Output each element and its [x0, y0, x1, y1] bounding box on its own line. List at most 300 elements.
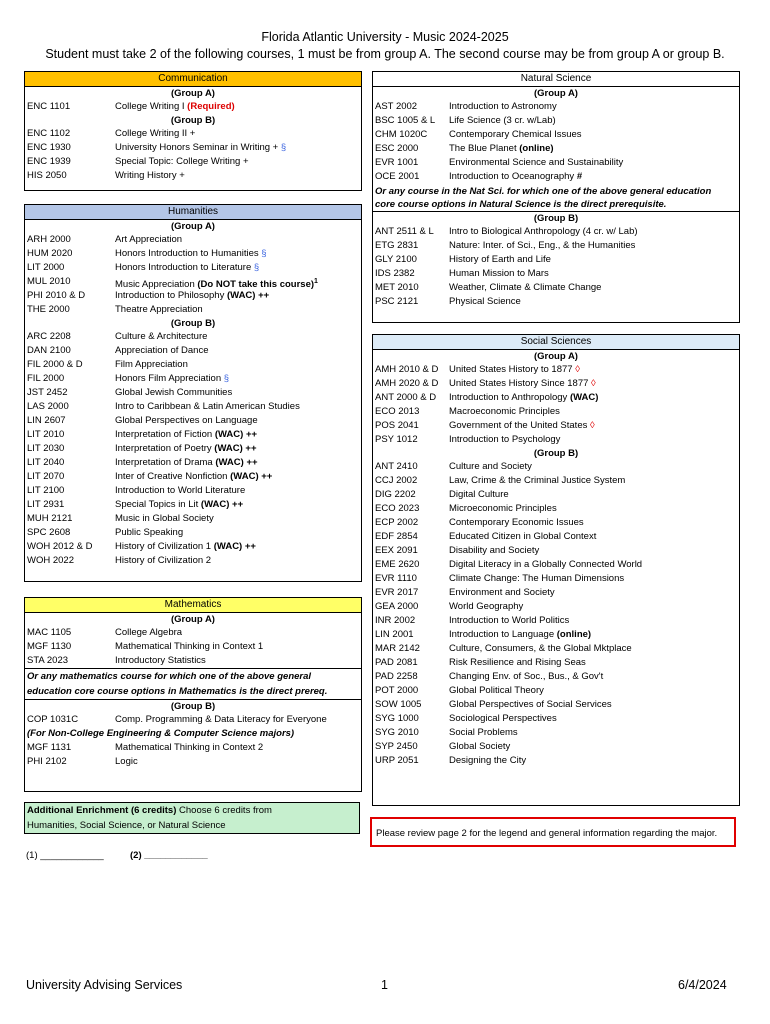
course-title	[449, 628, 591, 642]
course-code: OCE 2001	[375, 171, 420, 182]
course-name: History of Civilization 1	[115, 541, 212, 552]
course-name: Introduction to World Literature	[115, 485, 246, 496]
course-row	[25, 484, 361, 498]
course-code: AST 2002	[375, 101, 418, 112]
course-row	[25, 512, 361, 526]
enrichment-blank-2[interactable]: (2) ____________	[130, 850, 208, 861]
course-title	[449, 295, 521, 309]
course-code: PAD 2081	[375, 657, 418, 668]
course-title	[115, 428, 257, 442]
course-code: LAS 2000	[27, 401, 69, 412]
course-row	[373, 712, 739, 726]
course-title	[115, 155, 249, 169]
course-title	[449, 642, 632, 656]
course-code: ENC 1101	[27, 101, 71, 112]
course-row	[25, 640, 361, 654]
course-title	[115, 169, 185, 183]
course-title	[449, 239, 635, 253]
social-sciences-group-a: (Group A)	[534, 351, 578, 362]
course-title	[449, 281, 601, 295]
mathematics-note-1: Or any mathematics course for which one of the above general	[25, 668, 361, 684]
course-name: Global Society	[449, 741, 511, 752]
course-title	[449, 698, 612, 712]
course-row	[25, 169, 361, 183]
course-code: ANT 2000 & D	[375, 392, 437, 403]
mathematics-note-2: education core course options in Mathematics is the direct prereq.	[25, 684, 361, 700]
course-name: Culture & Architecture	[115, 331, 208, 342]
course-title	[449, 405, 560, 419]
course-name: Culture, Consumers, & the Global Mktplace	[449, 643, 632, 654]
communication-section	[24, 71, 362, 191]
communication-group-b: (Group B)	[170, 115, 216, 126]
course-code: MAC 1105	[27, 627, 72, 638]
course-title	[115, 626, 182, 640]
course-code: ECO 2023	[375, 503, 420, 514]
course-flag: (WAC) ++	[230, 471, 273, 482]
course-title	[115, 498, 243, 512]
course-name: History of Earth and Life	[449, 254, 551, 265]
course-row	[373, 253, 739, 267]
course-name: Art Appreciation	[115, 234, 183, 245]
course-code: THE 2000	[27, 304, 70, 315]
course-name: Global Political Theory	[449, 685, 544, 696]
course-name: Changing Env. of Soc., Bus., & Gov't	[449, 671, 604, 682]
course-title	[115, 540, 256, 554]
course-row	[373, 754, 739, 768]
course-name: Intro to Biological Anthropology (4 cr. w/ Lab)	[449, 226, 638, 237]
course-code: ECO 2013	[375, 406, 420, 417]
course-name: Writing History +	[115, 170, 185, 181]
course-name: Global Jewish Communities	[115, 387, 233, 398]
course-title	[115, 127, 195, 141]
course-code: POS 2041	[375, 420, 419, 431]
course-title	[449, 142, 554, 156]
course-row	[373, 530, 739, 544]
course-code: EDF 2854	[375, 531, 418, 542]
course-row	[373, 586, 739, 600]
course-row	[25, 540, 361, 554]
course-row	[373, 405, 739, 419]
course-title	[449, 128, 582, 142]
page-title: Florida Atlantic University - Music 2024-2025	[261, 30, 509, 44]
course-row	[373, 488, 739, 502]
course-name: College Algebra	[115, 627, 183, 638]
course-code: PHI 2102	[27, 756, 67, 767]
course-name: Film Appreciation	[115, 359, 188, 370]
course-title	[449, 156, 623, 170]
course-name: Honors Film Appreciation	[115, 373, 222, 384]
course-code: PHI 2010 & D	[27, 290, 86, 301]
course-code: LIN 2607	[27, 415, 66, 426]
mathematics-title: Mathematics	[25, 598, 361, 613]
course-code: ANT 2511 & L	[375, 226, 434, 237]
course-name: Introduction to Astronomy	[449, 101, 557, 112]
course-code: MGF 1130	[27, 641, 72, 652]
enrichment-text-1: Choose 6 credits from	[179, 805, 272, 816]
course-row	[373, 267, 739, 281]
course-row	[373, 726, 739, 740]
course-code: LIT 2000	[27, 262, 65, 273]
course-name: Environment and Society	[449, 587, 555, 598]
enrichment-blank-1[interactable]: (1) ____________	[26, 850, 104, 861]
course-name: Digital Literacy in a Globally Connected World	[449, 559, 643, 570]
course-code: GEA 2000	[375, 601, 419, 612]
course-code: JST 2452	[27, 387, 68, 398]
mathematics-group-a: (Group A)	[171, 614, 215, 625]
course-name: Interpretation of Poetry	[115, 443, 212, 454]
course-title	[449, 170, 582, 184]
course-name: Logic	[115, 756, 138, 767]
course-code: LIT 2070	[27, 471, 65, 482]
course-name: Educated Citizen in Global Context	[449, 531, 597, 542]
course-code: COP 1031C	[27, 714, 79, 725]
social-sciences-section	[372, 334, 740, 806]
course-code: LIT 2030	[27, 443, 65, 454]
page-subtitle: Student must take 2 of the following courses, 1 must be from group A. The second course may be from group A or group B.	[45, 47, 725, 61]
course-code: MUH 2121	[27, 513, 73, 524]
course-row	[25, 100, 361, 114]
footnote-marker: 1	[314, 278, 318, 285]
course-row	[25, 400, 361, 414]
course-code: AMH 2010 & D	[375, 364, 439, 375]
course-code: EEX 2091	[375, 545, 418, 556]
course-flag: (WAC)	[569, 392, 599, 403]
course-row	[25, 289, 361, 303]
course-row	[25, 386, 361, 400]
course-row	[373, 281, 739, 295]
footer-left: University Advising Services	[26, 978, 183, 992]
course-code: BSC 1005 & L	[375, 115, 436, 126]
course-row	[25, 755, 361, 769]
course-code: ESC 2000	[375, 143, 419, 154]
course-title	[115, 741, 263, 755]
course-flag: (online)	[556, 629, 592, 640]
course-title	[449, 572, 624, 586]
course-name: Intro to Caribbean & Latin American Studies	[115, 401, 300, 412]
course-row	[25, 626, 361, 640]
course-title	[449, 712, 557, 726]
enrichment-label: Additional Enrichment (6 credits)	[27, 805, 177, 816]
course-name: Introductory Statistics	[115, 655, 206, 666]
course-name: Introduction to Psychology	[449, 434, 561, 445]
course-name: Introduction to Language	[449, 629, 555, 640]
course-title	[449, 726, 518, 740]
course-row	[25, 498, 361, 512]
review-note	[370, 817, 736, 847]
course-name: Global Perspectives on Language	[115, 415, 258, 426]
course-row	[373, 628, 739, 642]
course-code: LIT 2100	[27, 485, 65, 496]
course-code: ENC 1930	[27, 142, 71, 153]
course-code: DIG 2202	[375, 489, 416, 500]
course-code: HIS 2050	[27, 170, 67, 181]
course-name: Introduction to Oceanography	[449, 171, 575, 182]
course-name: Interpretation of Fiction	[115, 429, 213, 440]
course-row	[25, 330, 361, 344]
course-name: Interpretation of Drama	[115, 457, 213, 468]
course-code: PSY 1012	[375, 434, 418, 445]
course-symbol: §	[261, 248, 267, 259]
course-row	[25, 470, 361, 484]
course-title	[449, 558, 642, 572]
mathematics-section	[24, 597, 362, 792]
course-name: Special Topic: College Writing +	[115, 156, 249, 167]
course-flag: #	[576, 171, 583, 182]
course-code: FIL 2000 & D	[27, 359, 83, 370]
course-title	[449, 656, 586, 670]
course-flag: (WAC) ++	[214, 429, 258, 440]
course-title	[449, 530, 596, 544]
course-name: History of Civilization 2	[115, 555, 212, 566]
course-code: EVR 2017	[375, 587, 419, 598]
course-title	[115, 233, 182, 247]
course-title	[449, 363, 580, 377]
course-code: ARH 2000	[27, 234, 71, 245]
course-title	[449, 114, 556, 128]
course-code: ANT 2410	[375, 461, 418, 472]
course-name: Appreciation of Dance	[115, 345, 209, 356]
course-title	[449, 614, 569, 628]
course-row	[373, 740, 739, 754]
course-row	[373, 544, 739, 558]
course-row	[373, 100, 739, 114]
course-name: Human Mission to Mars	[449, 268, 549, 279]
course-name: Comp. Programming & Data Literacy for Everyone	[115, 714, 327, 725]
course-row	[25, 442, 361, 456]
humanities-title: Humanities	[25, 205, 361, 220]
course-row	[373, 642, 739, 656]
natural-science-title: Natural Science	[373, 72, 739, 87]
course-code: POT 2000	[375, 685, 419, 696]
course-row	[373, 656, 739, 670]
course-code: LIN 2001	[375, 629, 414, 640]
course-name: College Writing II +	[115, 128, 196, 139]
course-name: Contemporary Economic Issues	[449, 517, 584, 528]
course-name: Life Science (3 cr. w/Lab)	[449, 115, 556, 126]
course-row	[25, 127, 361, 141]
course-code: DAN 2100	[27, 345, 71, 356]
course-name: Mathematical Thinking in Context 1	[115, 641, 264, 652]
course-title	[449, 516, 584, 530]
communication-group-a: (Group A)	[171, 88, 215, 99]
mathematics-note-3: (For Non-College Engineering & Computer Science majors)	[27, 728, 295, 739]
enrichment-text-2: Humanities, Social Science, or Natural Science	[27, 820, 226, 831]
course-title	[115, 456, 258, 470]
course-title	[449, 474, 625, 488]
course-title	[115, 414, 258, 428]
course-row	[25, 456, 361, 470]
course-code: INR 2002	[375, 615, 416, 626]
course-row	[373, 460, 739, 474]
course-title	[449, 586, 555, 600]
course-code: MAR 2142	[375, 643, 420, 654]
course-row	[373, 572, 739, 586]
course-name: Disability and Society	[449, 545, 540, 556]
course-name: Weather, Climate & Climate Change	[449, 282, 602, 293]
course-name: Honors Introduction to Humanities	[115, 248, 259, 259]
course-row	[373, 391, 739, 405]
course-code: EVR 1110	[375, 573, 417, 584]
course-code: STA 2023	[27, 655, 69, 666]
course-flag: (WAC) ++	[200, 499, 244, 510]
course-code: ECP 2002	[375, 517, 419, 528]
course-name: College Writing I	[115, 101, 185, 112]
course-title	[449, 670, 603, 684]
course-flag: (WAC) ++	[215, 457, 258, 468]
course-title	[115, 484, 245, 498]
course-title	[449, 740, 510, 754]
course-symbol: ◊	[590, 420, 595, 431]
course-name: Sociological Perspectives	[449, 713, 557, 724]
course-row	[373, 128, 739, 142]
course-name: Climate Change: The Human Dimensions	[449, 573, 625, 584]
communication-title: Communication	[25, 72, 361, 87]
course-row	[25, 344, 361, 358]
course-row	[373, 502, 739, 516]
course-name: Global Perspectives of Social Services	[449, 699, 612, 710]
course-code: FIL 2000	[27, 373, 65, 384]
course-title	[115, 400, 300, 414]
course-code: WOH 2022	[27, 555, 74, 566]
course-title	[115, 470, 272, 484]
course-row	[25, 526, 361, 540]
course-title	[115, 261, 259, 275]
course-row	[373, 377, 739, 391]
course-code: URP 2051	[375, 755, 419, 766]
course-title	[449, 433, 560, 447]
course-flag: (Do NOT take this course)	[197, 279, 315, 291]
course-flag: (WAC) ++	[213, 541, 256, 552]
course-code: LIT 2931	[27, 499, 65, 510]
course-name: Macroeconomic Principles	[449, 406, 560, 417]
course-name: Theatre Appreciation	[115, 304, 203, 315]
course-row	[373, 363, 739, 377]
course-title	[449, 684, 544, 698]
course-code: CCJ 2002	[375, 475, 418, 486]
course-code: PSC 2121	[375, 296, 419, 307]
natural-science-section	[372, 71, 740, 323]
course-row	[373, 142, 739, 156]
course-row	[25, 155, 361, 169]
course-name: Nature: Inter. of Sci., Eng., & the Humanities	[449, 240, 636, 251]
course-row	[25, 654, 361, 668]
course-flag: (online)	[519, 143, 554, 154]
course-row	[373, 239, 739, 253]
course-name: Music in Global Society	[115, 513, 214, 524]
course-row	[25, 428, 361, 442]
course-title	[115, 713, 327, 727]
course-title	[115, 344, 208, 358]
natural-science-group-a: (Group A)	[534, 88, 578, 99]
course-code: LIT 2010	[27, 429, 65, 440]
course-flag: (WAC) ++	[214, 443, 257, 454]
review-note-text: Please review page 2 for the legend and general information regarding the major.	[376, 828, 718, 839]
course-name: Special Topics in Lit	[115, 499, 199, 510]
course-name: University Honors Seminar in Writing +	[115, 142, 279, 153]
course-name: Social Problems	[449, 727, 518, 738]
course-row	[25, 414, 361, 428]
course-title	[449, 488, 509, 502]
course-code: MGF 1131	[27, 742, 72, 753]
humanities-section	[24, 204, 362, 582]
course-title	[449, 600, 523, 614]
course-code: PAD 2258	[375, 671, 418, 682]
course-code: WOH 2012 & D	[27, 541, 93, 552]
course-name: World Geography	[449, 601, 524, 612]
course-name: Honors Introduction to Literature	[115, 262, 252, 273]
course-row	[373, 156, 739, 170]
course-code: SYG 1000	[375, 713, 419, 724]
course-row	[373, 170, 739, 184]
course-row	[373, 433, 739, 447]
course-row	[25, 261, 361, 275]
course-name: United States History Since 1877	[449, 378, 589, 389]
course-title	[115, 358, 188, 372]
course-code: CHM 1020C	[375, 129, 428, 140]
course-symbol: §	[280, 142, 287, 153]
course-name: Culture and Society	[449, 461, 532, 472]
course-name: Law, Crime & the Criminal Justice System	[449, 475, 626, 486]
course-title	[115, 640, 263, 654]
course-name: Physical Science	[449, 296, 521, 307]
course-title	[115, 386, 232, 400]
course-title	[449, 754, 526, 768]
course-row	[373, 670, 739, 684]
course-row	[373, 614, 739, 628]
course-name: The Blue Planet	[449, 143, 517, 154]
course-row	[373, 698, 739, 712]
course-title	[115, 330, 207, 344]
course-row	[25, 741, 361, 755]
course-name: Environmental Science and Sustainability	[449, 157, 624, 168]
social-sciences-title: Social Sciences	[373, 335, 739, 350]
course-title	[449, 502, 557, 516]
course-title	[115, 512, 214, 526]
natural-science-note-2: core course options in Natural Science is the direct prerequisite.	[373, 199, 739, 212]
course-title	[115, 755, 138, 769]
course-name: Government of the United States	[449, 420, 588, 431]
course-title	[115, 442, 257, 456]
course-code: SYP 2450	[375, 741, 418, 752]
course-row	[373, 114, 739, 128]
course-name: Introduction to World Politics	[449, 615, 570, 626]
course-code: SPC 2608	[27, 527, 71, 538]
course-row	[25, 713, 361, 727]
course-code: GLY 2100	[375, 254, 417, 265]
course-row	[373, 225, 739, 239]
course-code: LIT 2040	[27, 457, 65, 468]
course-name: Mathematical Thinking in Context 2	[115, 742, 264, 753]
course-name: Contemporary Chemical Issues	[449, 129, 582, 140]
course-name: Inter of Creative Nonfiction	[115, 471, 228, 482]
course-row	[25, 141, 361, 155]
natural-science-group-b: (Group B)	[533, 213, 579, 224]
course-row	[373, 516, 739, 530]
course-symbol: ◊	[591, 378, 596, 389]
course-name: Introduction to Anthropology	[449, 392, 568, 403]
course-row	[25, 247, 361, 261]
course-title	[449, 225, 638, 239]
course-title	[115, 247, 267, 261]
course-title	[115, 554, 211, 568]
footer-date: 6/4/2024	[678, 978, 727, 992]
course-title	[115, 526, 183, 540]
course-row	[25, 275, 361, 289]
enrichment-section	[24, 802, 360, 834]
course-title	[115, 289, 269, 303]
course-code: ARC 2208	[27, 331, 71, 342]
humanities-group-a: (Group A)	[171, 221, 215, 232]
